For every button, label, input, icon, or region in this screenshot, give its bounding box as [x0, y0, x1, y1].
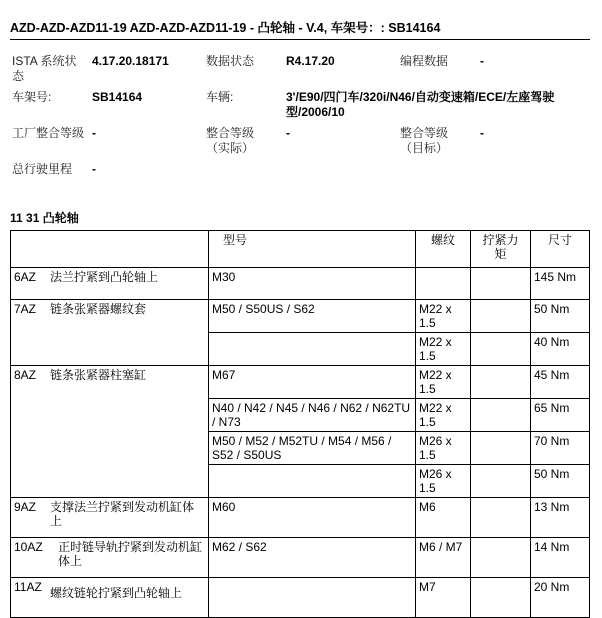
- item-description: 支撑法兰拧紧到发动机缸体上: [50, 500, 195, 528]
- row-label: [11, 268, 209, 300]
- table-row: [11, 268, 590, 300]
- torque-cell: [471, 366, 531, 399]
- header-model: 型号: [209, 231, 416, 268]
- item-code: 7AZ: [14, 302, 37, 316]
- vin-value: SB14164: [92, 90, 143, 104]
- target-level-value: -: [480, 126, 484, 140]
- table-row: [11, 366, 590, 399]
- section-title: 11 31 凸轮轴: [10, 211, 79, 225]
- header-blank: [11, 231, 209, 268]
- torque-cell: [471, 333, 531, 366]
- thread-cell: M6 / M7: [416, 538, 471, 578]
- torque-cell: [471, 268, 531, 300]
- table-row: [11, 399, 590, 432]
- table-row: [11, 300, 590, 333]
- size-cell: 13 Nm: [531, 498, 590, 538]
- model-cell: [209, 578, 416, 618]
- torque-cell: [471, 538, 531, 578]
- header-thread: 螺纹: [416, 231, 471, 268]
- row-label: [11, 498, 209, 538]
- size-cell: 70 Nm: [531, 432, 590, 465]
- torque-cell: [471, 399, 531, 432]
- item-description: 正时链导轨拧紧到发动机缸体上: [58, 540, 203, 568]
- thread-cell: M22 x 1.5: [416, 399, 471, 432]
- programming-value: -: [480, 54, 484, 68]
- vin-label: 车架号:: [12, 90, 52, 104]
- mileage-label: 总行驶里程: [12, 162, 73, 176]
- document-title: AZD-AZD-AZD11-19 AZD-AZD-AZD11-19 - 凸轮轴 - V.4, 车架号：: SB14164: [10, 21, 441, 35]
- row-label: [11, 366, 209, 399]
- model-cell: M50 / S50US / S62: [209, 300, 416, 333]
- table-row: [11, 432, 590, 465]
- data-status-label: 数据状态: [206, 54, 255, 68]
- item-description: 法兰拧紧到凸轮轴上: [50, 270, 159, 284]
- torque-cell: [471, 498, 531, 538]
- thread-cell: M22 x 1.5: [416, 366, 471, 399]
- actual-level-label: 整合等级（实际）: [206, 126, 255, 155]
- item-code: 10AZ: [14, 540, 43, 554]
- item-code: 11AZ: [14, 580, 42, 594]
- header-size: 尺寸: [531, 231, 590, 268]
- thread-cell: [416, 268, 471, 300]
- row-label: [11, 578, 209, 618]
- model-cell: M50 / M52 / M52TU / M54 / M56 / S52 / S50US: [209, 432, 416, 465]
- table-row: [11, 578, 590, 618]
- row-label: [11, 538, 209, 578]
- item-description: 螺纹链轮拧紧到凸轮轴上: [50, 586, 183, 600]
- model-cell: [209, 333, 416, 366]
- thread-cell: M26 x 1.5: [416, 432, 471, 465]
- mileage-value: -: [92, 162, 96, 176]
- ista-value: 4.17.20.18171: [92, 54, 169, 68]
- torque-cell: [471, 432, 531, 465]
- target-level-label: 整合等级（目标）: [400, 126, 449, 155]
- row-label: [11, 399, 209, 432]
- model-cell: M60: [209, 498, 416, 538]
- ista-label: ISTA 系统状态: [12, 54, 77, 83]
- torque-spec-table: [10, 230, 590, 618]
- data-status-value: R4.17.20: [286, 54, 335, 68]
- size-cell: 14 Nm: [531, 538, 590, 578]
- torque-cell: [471, 300, 531, 333]
- torque-cell: [471, 465, 531, 498]
- size-cell: 50 Nm: [531, 300, 590, 333]
- thread-cell: M6: [416, 498, 471, 538]
- factory-level-label: 工厂整合等级: [12, 126, 85, 140]
- row-label: [11, 333, 209, 366]
- factory-level-value: -: [92, 126, 96, 140]
- vehicle-value: 3'/E90/四门车/320i/N46/自动变速箱/ECE/左座驾驶型/2006/10: [286, 90, 555, 119]
- row-label: [11, 432, 209, 465]
- thread-cell: M26 x 1.5: [416, 465, 471, 498]
- model-cell: M62 / S62: [209, 538, 416, 578]
- thread-cell: M22 x 1.5: [416, 300, 471, 333]
- size-cell: 145 Nm: [531, 268, 590, 300]
- vehicle-label: 车辆:: [206, 90, 234, 104]
- model-cell: N40 / N42 / N45 / N46 / N62 / N62TU / N73: [209, 399, 416, 432]
- row-label: [11, 300, 209, 333]
- table-row: [11, 333, 590, 366]
- programming-label: 编程数据: [400, 54, 449, 68]
- item-description: 链条张紧器螺纹套: [50, 302, 147, 316]
- torque-cell: [471, 578, 531, 618]
- model-cell: [209, 465, 416, 498]
- model-cell: M67: [209, 366, 416, 399]
- table-row: [11, 498, 590, 538]
- size-cell: 20 Nm: [531, 578, 590, 618]
- thread-cell: M7: [416, 578, 471, 618]
- header-torque: 拧紧力矩: [471, 231, 531, 268]
- item-description: 链条张紧器柱塞缸: [50, 368, 147, 382]
- size-cell: 65 Nm: [531, 399, 590, 432]
- table-row: [11, 465, 590, 498]
- title-divider: [10, 39, 590, 40]
- table-row: [11, 538, 590, 578]
- size-cell: 50 Nm: [531, 465, 590, 498]
- item-code: 6AZ: [14, 270, 37, 284]
- row-label: [11, 465, 209, 498]
- size-cell: 45 Nm: [531, 366, 590, 399]
- model-cell: M30: [209, 268, 416, 300]
- item-code: 8AZ: [14, 368, 37, 382]
- size-cell: 40 Nm: [531, 333, 590, 366]
- actual-level-value: -: [286, 126, 290, 140]
- thread-cell: M22 x 1.5: [416, 333, 471, 366]
- table-header-row: [11, 231, 590, 268]
- item-code: 9AZ: [14, 500, 37, 514]
